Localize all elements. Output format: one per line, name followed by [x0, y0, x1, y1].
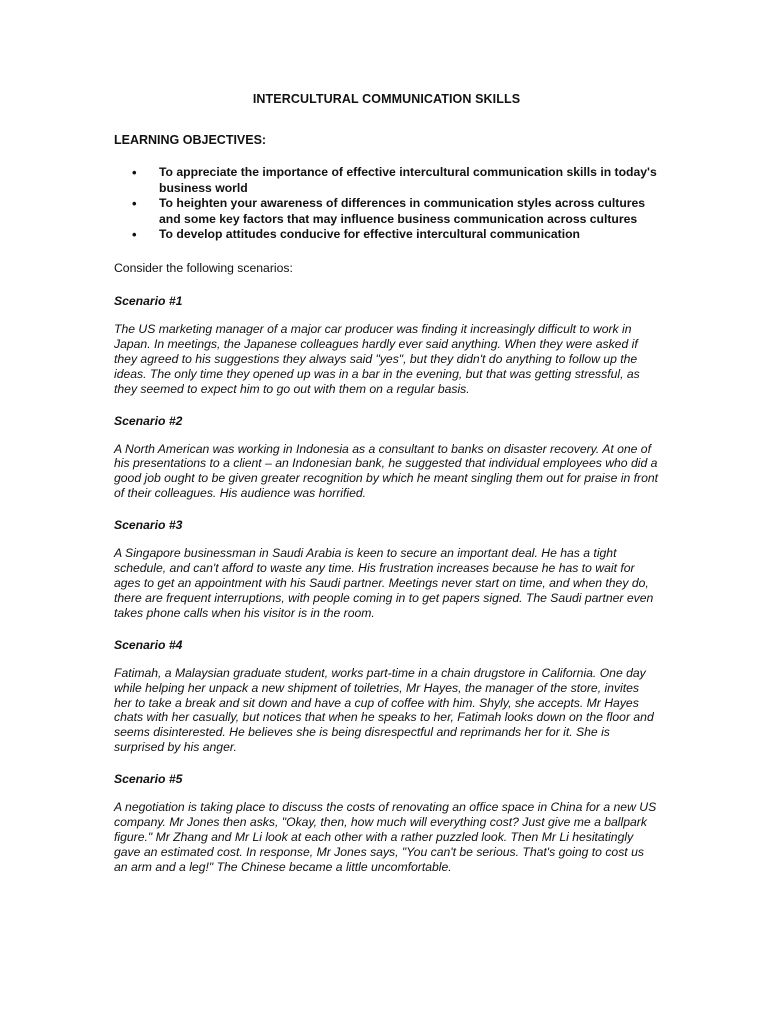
objective-item — [114, 165, 659, 196]
scenario-heading: Scenario #4 — [114, 637, 183, 652]
scenario-heading: Scenario #2 — [114, 413, 183, 428]
objective-text: To develop attitudes conducive for effective intercultural communication — [159, 227, 580, 241]
document-page — [114, 92, 659, 892]
objectives-list — [114, 165, 659, 243]
scenario-heading: Scenario #5 — [114, 772, 183, 787]
scenario-block — [114, 518, 659, 621]
bullet-icon: • — [132, 165, 137, 180]
bullet-icon: • — [132, 227, 137, 242]
scenario-block — [114, 414, 659, 502]
scenario-heading: Scenario #3 — [114, 518, 183, 533]
learning-objectives-heading: LEARNING OBJECTIVES: — [114, 133, 267, 147]
scenario-body: A negotiation is taking place to discuss the costs of renovating an office space in China for a new US company. Mr Jones then asks, "Okay, then, how much will everything cost? Just give me a ballpark figure." Mr Zhang and Mr Li look at each other with a rather puzzled look. Then Mr Li hesitatingly gave an estimated cost. In response, Mr Jones says, "You can't be serious. That's going to cost us an arm and a leg!" The Chinese became a little uncomfortable. — [114, 800, 657, 874]
objective-text: To appreciate the importance of effective intercultural communication skills in today's business world — [159, 165, 657, 195]
scenario-body: The US marketing manager of a major car producer was finding it increasingly difficult to work in Japan. In meetings, the Japanese colleagues hardly ever said anything. When they were asked if they agreed to his suggestions they always said "yes", but they didn't do anything to follow up the ideas. The only time they opened up was in a bar in the evening, but that was getting stressful, as they seemed to expect him to go out with them on a regular basis. — [114, 322, 640, 396]
scenario-body: A Singapore businessman in Saudi Arabia is keen to secure an important deal. He has a tight schedule, and can't afford to waste any time. His frustration increases because he has to wait for ages to get an appointment with his Saudi partner. Meetings never start on time, and when they do, there are frequent interruptions, with people coming in to get papers signed. The Saudi partner even takes phone calls when his visitor is in the room. — [114, 546, 654, 620]
scenario-body: Fatimah, a Malaysian graduate student, works part-time in a chain drugstore in California. One day while helping her unpack a new shipment of toiletries, Mr Hayes, the manager of the store, invites her to take a break and sit down and have a cup of coffee with him. Shyly, she accepts. Mr Hayes chats with her casually, but notices that when he speaks to her, Fatimah looks down on the floor and seems disinterested. He believes she is being disrespectful and reprimands her for it. She is surprised by his anger. — [114, 665, 654, 755]
objective-text: To heighten your awareness of differences in communication styles across cultures and some key factors that may influence business communication across cultures — [159, 196, 646, 226]
scenario-block — [114, 638, 659, 755]
document-title: INTERCULTURAL COMMUNICATION SKILLS — [252, 92, 521, 106]
objective-item — [114, 196, 659, 227]
scenario-heading: Scenario #1 — [114, 294, 183, 308]
objective-item — [114, 227, 659, 243]
scenario-body: A North American was working in Indonesia as a consultant to banks on disaster recovery. At one of his presentations to a client – an Indonesian bank, he suggested that individual employees who did a good job ought to be given greater recognition by which he meant singling them out for praise in front of their colleagues. His audience was horrified. — [114, 441, 659, 501]
scenarios-intro: Consider the following scenarios: — [114, 260, 293, 275]
scenario-block — [114, 772, 659, 875]
scenario-block — [114, 294, 659, 397]
bullet-icon: • — [132, 196, 137, 211]
